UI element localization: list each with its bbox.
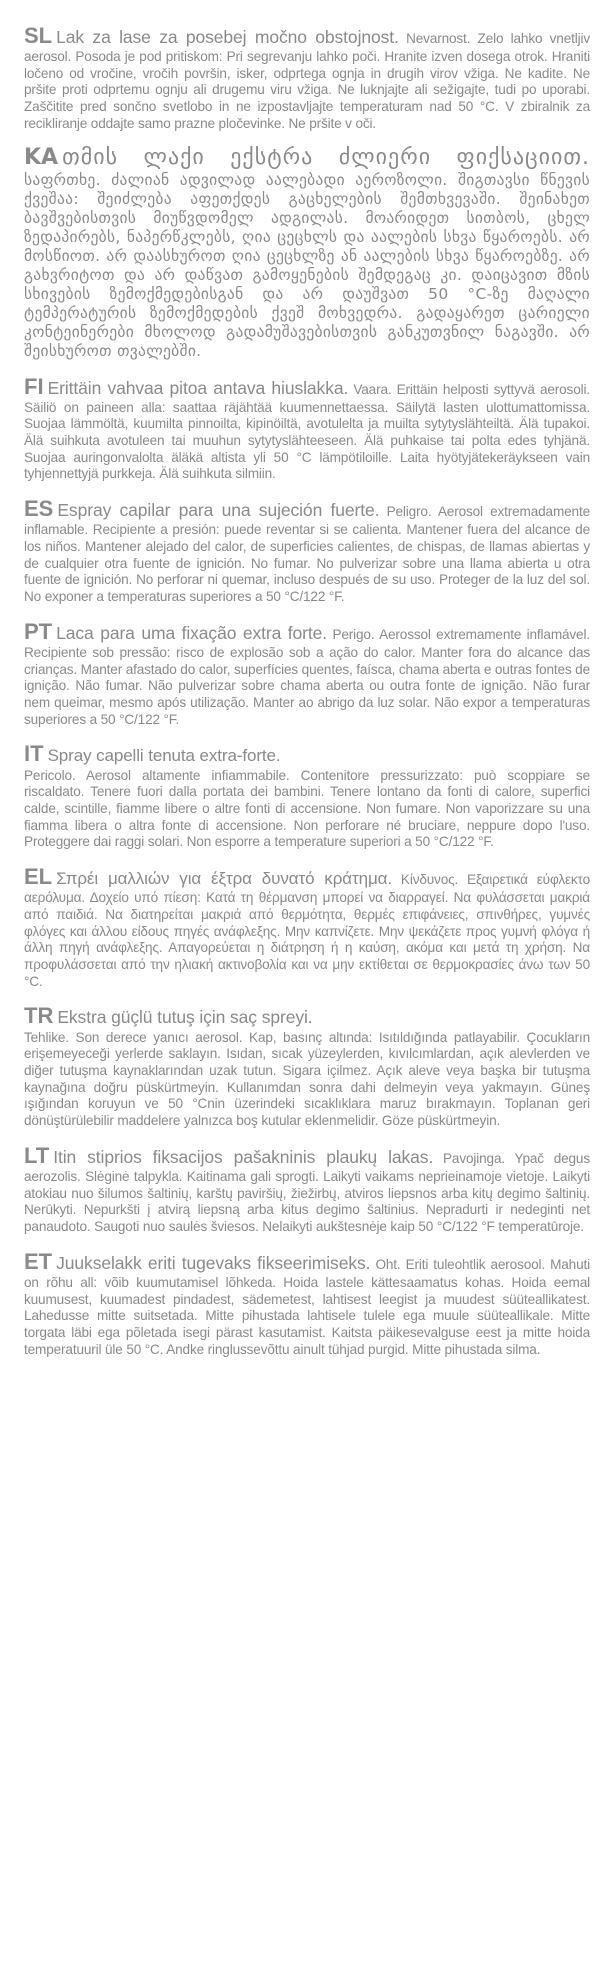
section-tr	[24, 1002, 590, 1129]
section-body: Pavojinga. Ypač degus aerozolis. Slėginė talpykla. Kaitinama gali sprogti. Laikyti vaikams neprieinamoje vietoje. Laikyti atokiau nuo šilumos šaltinių, karštų paviršių, žiežirbų, atviros liepsnos arba kitų degimo šaltinių. Nerūkyti. Nepurkšti į atvirą liepsną arba kitus degimo šaltinius. Nepradurti ir nedeginti net panaudoto. Saugoti nuo saulės šviesos. Nelaikyti aukštesnėje kaip 50 °C/122 °F temperatūroje.	[24, 1150, 590, 1235]
language-code: ES	[24, 496, 54, 522]
section-ka	[24, 145, 590, 361]
language-code: IT	[24, 741, 44, 767]
section-body: Nevarnost. Zelo lahko vnetljiv aerosol. Posoda je pod pritiskom: Pri segrevanju lahko poči. Hranite izven dosega otrok. Hraniti ločeno od vročine, vročih površin, isker, odprtega ognja in drugih virov vžiga. Ne kadite. Ne pršite proti odprtemu ognju ali drugemu viru vžiga. Ne luknjajte ali sežigajte, tudi po uporabi. Zaščitite pred sončno svetlobo in ne izpostavljajte temperaturam nad 50 °C. V zbiralnik za recikliranje oddajte samo prazne pločevinke. Ne pršite v oči.	[24, 31, 590, 131]
section-et	[24, 1248, 590, 1359]
language-code: KA	[24, 144, 59, 170]
section-body: Perigo. Aerossol extremamente inflamável. Recipiente sob pressão: risco de explosão sob a ação do calor. Manter fora do alcance das crianças. Manter afastado do calor, superfícies quentes, faísca, chama aberta e outras fontes de ignição. Não fumar. Não pulverizar sobre chama aberta ou outra fonte de ignição. Não furar nem queimar, mesmo após utilização. Manter ao abrigo da luz solar. Não expor a temperaturas superiores a 50 °C/122 °F.	[24, 626, 590, 727]
section-title: Espray capilar para una sujeción fuerte.	[57, 500, 380, 521]
section-it	[24, 740, 590, 851]
language-code: SL	[24, 23, 53, 48]
section-title: Erittäin vahvaa pitoa antava hiuslakka.	[47, 377, 349, 398]
section-lt	[24, 1142, 590, 1236]
language-code: TR	[24, 1003, 54, 1029]
section-title: Juukselakk eriti tugevaks fikseerimiseks.	[56, 1252, 371, 1273]
section-body: Vaara. Erittäin helposti syttyvä aerosoli. Säiliö on paineen alla: saattaa räjähtää kuumennettaessa. Säilytä lasten ulottumattomissa. Suojaa lämmöltä, kuumilta pinnoilta, kipinöiltä, avotulelta ja muilta sytytyslähteiltä. Älä tupakoi. Älä suihkuta avotuleen tai muuhun sytytyslähteeseen. Älä puhkaise tai polta edes tyhjänä. Suojaa auringonvalolta äläkä altista yli 50 °C lämpötiloille. Laita hyötyjätekeräykseen vain tyhjennettyjä purkkeja. Älä suihkuta silmiin.	[24, 381, 590, 482]
section-body: Tehlike. Son derece yanıcı aerosol. Kap, basınç altında: Isıtıldığında patlayabilir. Çocukların erişemeyeceği yerlerde saklayın. Isıdan, sıcak yüzeylerden, kıvılcımlardan, açık alevlerden ve diğer tutuşma kaynaklarından uzak tutun. Sigara içilmez. Açık aleve veya başka bir tutuşma kaynağına doğru püskürtmeyin. Kullanımdan sonra dahi delmeyin veya yakmayın. Güneş ışığından koruyun ve 50 °Cnin üzerindeki sıcaklıklara maruz bırakmayın. Toplanan geri dönüştürülebilir maddelere yalnızca boş kutular eklenmelidir. Göze püskürtmeyin.	[24, 1029, 590, 1129]
language-code: EL	[24, 864, 53, 890]
section-title: Itin stiprios fiksacijos pašakninis plaukų lakas.	[53, 1146, 434, 1167]
section-body: Pericolo. Aerosol altamente infiammabile. Contenitore pressurizzato: può scoppiare se riscaldato. Tenere fuori dalla portata dei bambini. Tenere lontano da fonti di calore, superfici calde, scintille, fiamme libere o altre fonti di accensione. Non fumare. Non vaporizzare su una fiamma libera o altra fonte di accensione. Non perforare né bruciare, neppure dopo l'uso. Proteggere dai raggi solari. Non esporre a temperature superiori a 50 °C/122 °F.	[24, 767, 590, 850]
section-body: Peligro. Aerosol extremadamente inflamable. Recipiente a presión: puede reventar si se calienta. Mantener fuera del alcance de los niños. Mantener alejado del calor, de superficies calientes, de chispas, de llamas abiertas y de cualquier otra fuente de ignición. No fumar. No pulverizar sobre una llama abierta u otra fuente de ignición. No perforar ni quemar, incluso después de su uso. Proteger de la luz del sol. No exponer a temperaturas superiores a 50 °C/122 °F.	[24, 504, 590, 605]
section-title: Lak za lase za posebej močno obstojnost.	[56, 27, 399, 47]
language-code: LT	[24, 1142, 50, 1168]
section-es	[24, 495, 590, 606]
section-body: Oht. Eriti tuleohtlik aerosool. Mahuti on rõhu all: võib kuumutamisel lõhkeda. Hoida lastele kättesaamatus kohas. Hoida eemal kuumusest, kuumadest pindadest, sädemetest, lahtisest leegist ja muudest süüteallikatest. Lahedusse mitte suitsetada. Mitte pihustada lahtisele tulele ega muule süüteallikale. Mitte torgata läbi ega põletada isegi pärast kasutamist. Kaitsta päikesevalguse eest ja mitte hoida temperatuuril üle 50 °C. Andke ringlussevõttu ainult tühjad purgid. Mitte pihustada silma.	[24, 1256, 590, 1357]
section-sl	[24, 22, 590, 133]
section-el	[24, 863, 590, 990]
section-title: Laca para uma fixação extra forte.	[56, 622, 328, 643]
section-title: Ekstra güçlü tutuş için saç spreyi.	[57, 1007, 313, 1028]
section-title: Σπρέι μαλλιών για έξτρα δυνατό κράτημα.	[56, 869, 393, 889]
section-fi	[24, 373, 590, 484]
language-code: PT	[24, 618, 53, 644]
language-code: ET	[24, 1248, 53, 1274]
section-pt	[24, 618, 590, 729]
language-code: FI	[24, 373, 44, 399]
section-body: Κίνδυνος. Εξαιρετικά εύφλεκτο αερόλυμα. Δοχείο υπό πίεση: Κατά τη θέρμανση μπορεί να διαρραγεί. Να φυλάσσεται μακριά από παιδιά. Να διατηρείται μακριά από θερμότητα, θερμές επιφάνειες, σπινθήρες, γυμνές φλόγες και άλλου είδους πηγές ανάφλεξης. Μην καπνίζετε. Μην ψεκάζετε προς γυμνή φλόγα ή άλλη πηγή ανάφλεξης. Απαγορεύεται η διάτρηση ή η καύση, ακόμα και μετά τη χρήση. Να προφυλάσσεται από την ηλιακή ακτινοβολία και να μην εκτίθεται σε θερμοκρασίες άνω των 50 °C.	[24, 872, 590, 989]
section-body: საფრთხე. ძალიან ადვილად აალებადი აეროზოლი. შიგთავსი წნევის ქვეშაა: შეიძლება აფეთქდეს გაცხელების შემთხვევაში. შეინახეთ ბავშვებისთვის მიუწვდომელ ადგილას. მოარიდეთ სითბოს, ცხელ ზედაპირებს, ნაპერწკლებს, ღია ცეცხლს და აალების სხვა წყაროებს. არ მოსწიოთ. არ დაასხუროთ ღია ცეცხლზე ან აალების სხვა წყაროებზე. არ გახვრიტოთ და არ დაწვათ გამოყენების შემდეგაც კი. დაიცავით მზის სხივების ზემოქმედებისგან და არ დაუშვათ 50 °C-ზე მაღალი ტემპერატურის ზემოქმედების ქვეშ მოხვედრა. გადაყარეთ ცარიელი კონტეინერები მხოლოდ გადამუშავებისთვის განკუთვნილ ნაგავში. არ შეისხუროთ თვალებში.	[24, 171, 590, 360]
section-title: თმის ლაქი ექსტრა ძლიერი ფიქსაციით.	[62, 144, 590, 170]
section-title: Spray capelli tenuta extra-forte.	[47, 746, 281, 766]
